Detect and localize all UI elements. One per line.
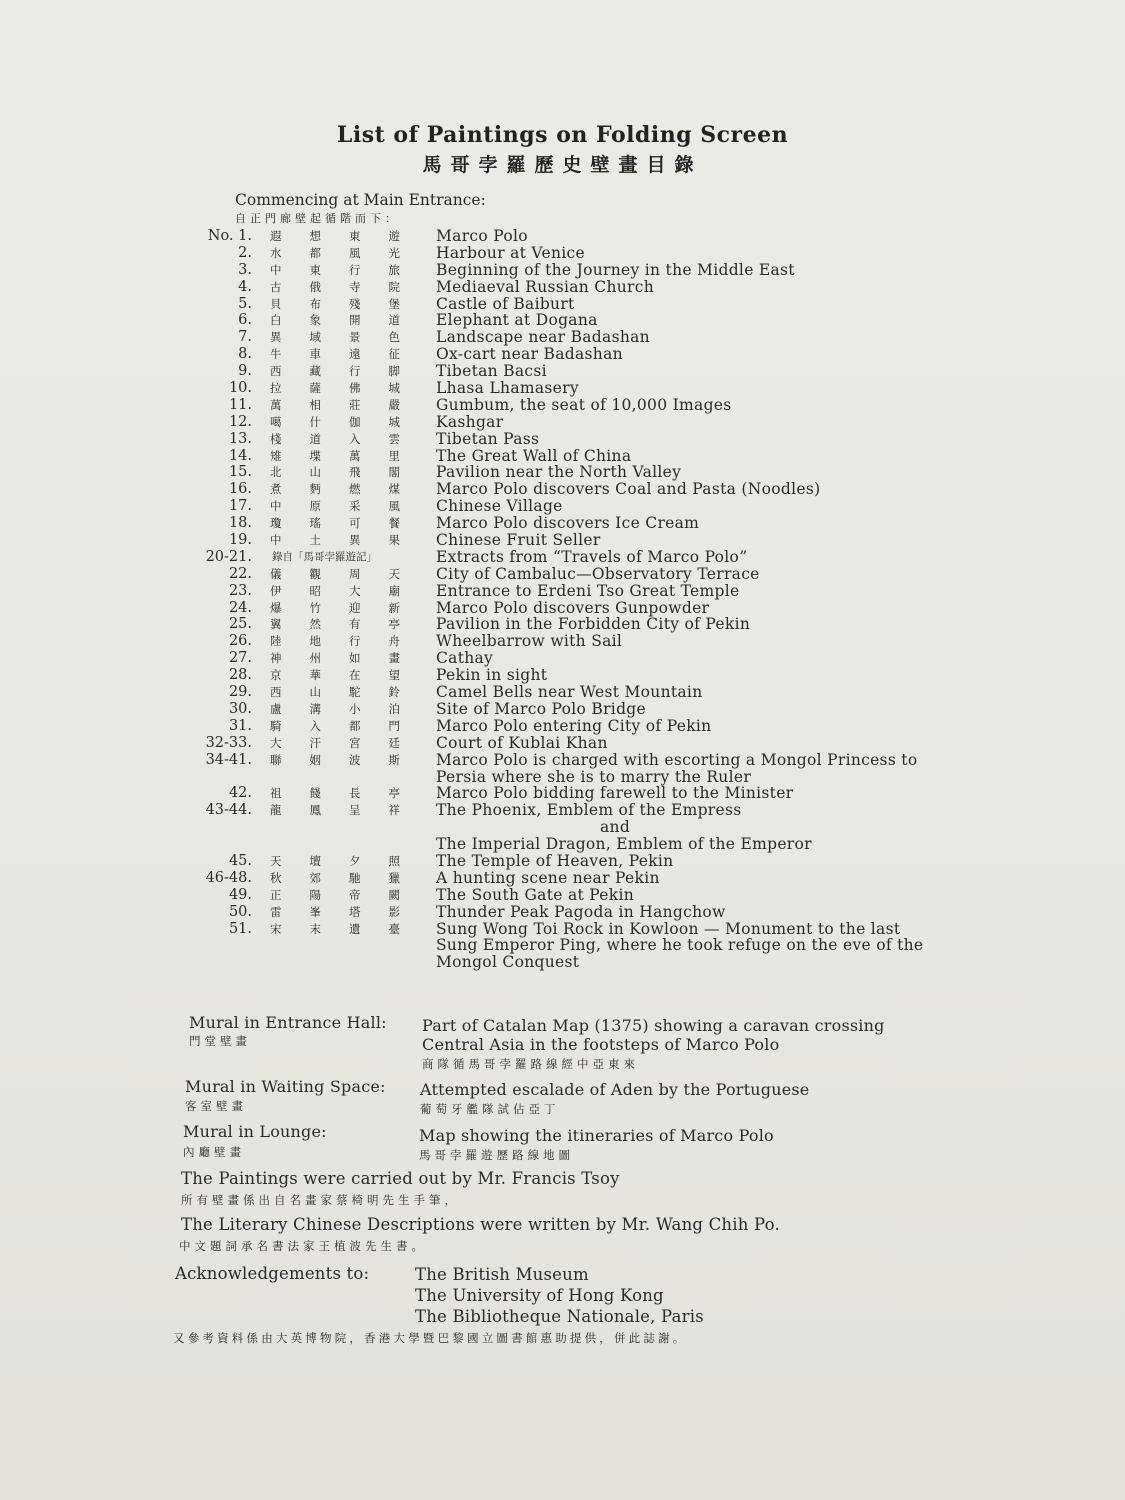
item-number: 3. — [238, 261, 252, 278]
item-description: The Temple of Heaven, Pekin — [436, 851, 674, 870]
item-chinese-title: 古俄寺院 — [270, 279, 400, 294]
list-item — [0, 904, 1125, 921]
item-number: 43-44. — [205, 802, 252, 819]
item-chinese-title: 噶什伽城 — [270, 414, 400, 429]
item-number: 13. — [228, 430, 252, 447]
ack-university-hong-kong: The University of Hong Kong — [415, 1286, 664, 1305]
item-description: Cathay — [436, 649, 494, 668]
list-item — [0, 616, 1125, 633]
item-description: Marco Polo is charged with escorting a Mongol Princess to — [436, 750, 918, 769]
item-description: Beginning of the Journey in the Middle East — [436, 260, 795, 279]
list-item — [0, 312, 1125, 329]
list-item — [0, 464, 1125, 481]
item-number: 29. — [228, 684, 252, 701]
item-description: Camel Bells near West Mountain — [436, 683, 703, 702]
item-number: 34-41. — [205, 751, 252, 768]
item-number: 22. — [228, 565, 252, 582]
list-item — [0, 549, 1125, 566]
item-number: 49. — [228, 886, 252, 903]
item-description: City of Cambaluc—Observatory Terrace — [436, 564, 760, 583]
page-title: List of Paintings on Folding Screen — [336, 122, 789, 148]
item-number: 42. — [228, 785, 252, 802]
list-item — [0, 633, 1125, 650]
item-description: Persia where she is to marry the Ruler — [436, 767, 752, 786]
list-item — [0, 515, 1125, 532]
acknowledgements-chinese: 又參考資料係由大英博物院，香港大學暨巴黎國立圖書館惠助提供，併此誌謝。 — [173, 1331, 688, 1345]
mural-entrance-desc-line1: Part of Catalan Map (1375) showing a caravan crossing — [422, 1016, 885, 1035]
item-chinese-title: 雉堞萬里 — [270, 448, 400, 463]
item-number: 5. — [238, 295, 252, 312]
item-description: Marco Polo discovers Gunpowder — [436, 598, 710, 617]
item-chinese-title: 貝布殘堡 — [270, 296, 400, 311]
item-chinese-title: 盧溝小泊 — [270, 701, 400, 716]
list-item — [0, 718, 1125, 735]
list-item — [0, 870, 1125, 887]
item-number: 28. — [228, 667, 252, 684]
list-item — [0, 921, 1125, 972]
list-item — [0, 228, 1125, 245]
list-item — [0, 363, 1125, 380]
item-number: 10. — [228, 380, 252, 397]
item-chinese-title: 爆竹迎新 — [270, 600, 400, 615]
list-item — [0, 279, 1125, 296]
list-item — [0, 329, 1125, 346]
item-description: Court of Kublai Khan — [436, 733, 608, 752]
item-number: 12. — [228, 413, 252, 430]
item-chinese-title: 西山駝鈴 — [270, 685, 400, 700]
item-chinese-title: 京華在望 — [270, 668, 400, 683]
mural-entrance-label-chinese: 門堂壁畫 — [189, 1034, 251, 1048]
item-description: Lhasa Lhamasery — [436, 379, 579, 398]
mural-waiting-desc-chinese: 葡萄牙艦隊試佔亞丁 — [420, 1102, 560, 1116]
item-number: 16. — [228, 481, 252, 498]
item-chinese-title: 水都風光 — [270, 245, 400, 260]
item-description: Tibetan Bacsi — [436, 362, 547, 381]
item-description: Marco Polo bidding farewell to the Minister — [436, 784, 794, 803]
item-number: 15. — [228, 464, 252, 481]
item-number: No. 1. — [207, 228, 252, 244]
credit-paintings: The Paintings were carried out by Mr. Francis Tsoy — [181, 1169, 620, 1188]
list-item — [0, 481, 1125, 498]
item-number: 32-33. — [205, 734, 252, 751]
ack-bibliotheque-nationale: The Bibliotheque Nationale, Paris — [415, 1307, 704, 1326]
item-number: 51. — [228, 920, 252, 937]
ack-british-museum: The British Museum — [415, 1265, 589, 1284]
list-item — [0, 667, 1125, 684]
item-chinese-title: 騎入都門 — [270, 718, 400, 733]
credit-paintings-chinese: 所有壁畫係出自名畫家蔡椅明先生手筆， — [181, 1193, 460, 1207]
item-chinese-title: 天壇夕照 — [270, 853, 400, 868]
item-number: 8. — [238, 346, 252, 363]
item-description: A hunting scene near Pekin — [436, 868, 660, 887]
list-item — [0, 684, 1125, 701]
mural-lounge-desc-chinese: 馬哥孛羅遊歷路線地圖 — [419, 1148, 574, 1162]
item-description: The Imperial Dragon, Emblem of the Emperor — [436, 835, 812, 854]
item-chinese-title: 萬相莊嚴 — [270, 397, 400, 412]
item-description: Mediaeval Russian Church — [436, 277, 654, 296]
item-chinese-title: 錄自「馬哥孛羅遊記」 — [272, 550, 377, 563]
item-chinese-title: 煮麪燃煤 — [270, 482, 400, 497]
list-item — [0, 887, 1125, 904]
item-description: Chinese Fruit Seller — [436, 531, 601, 550]
item-description: The South Gate at Pekin — [436, 885, 634, 904]
list-item — [0, 853, 1125, 870]
list-item — [0, 262, 1125, 279]
item-chinese-title: 儀觀周天 — [270, 566, 400, 581]
item-description: Extracts from “Travels of Marco Polo” — [436, 547, 748, 566]
item-chinese-title: 棧道入雲 — [270, 431, 400, 446]
item-chinese-title: 雷峯塔影 — [270, 904, 400, 919]
item-description: Harbour at Venice — [436, 243, 585, 262]
item-number: 6. — [238, 312, 252, 329]
mural-waiting-label: Mural in Waiting Space: — [185, 1077, 386, 1096]
item-chinese-title: 遐想東遊 — [270, 229, 400, 243]
mural-entrance-desc-line2: Central Asia in the footsteps of Marco Polo — [422, 1035, 780, 1054]
item-description: and — [600, 818, 631, 837]
item-number: 23. — [228, 582, 252, 599]
intro-text: Commencing at Main Entrance: — [235, 191, 486, 209]
item-chinese-title: 中原采風 — [270, 499, 400, 514]
item-number: 11. — [228, 396, 252, 413]
list-item — [0, 414, 1125, 431]
credit-literary-chinese: 中文題詞承名書法家王植波先生書。 — [179, 1239, 427, 1253]
item-description: Castle of Baiburt — [436, 294, 575, 313]
mural-entrance-label: Mural in Entrance Hall: — [189, 1013, 387, 1032]
item-chinese-title: 西藏行脚 — [270, 364, 400, 379]
item-description: Gumbum, the seat of 10,000 Images — [436, 395, 732, 414]
item-chinese-title: 祖餞長亭 — [270, 786, 400, 801]
item-chinese-title: 拉薩佛城 — [270, 381, 400, 396]
item-number: 25. — [228, 616, 252, 633]
item-description: Marco Polo — [436, 227, 528, 245]
list-item — [0, 431, 1125, 448]
mural-lounge-label: Mural in Lounge: — [183, 1122, 327, 1141]
mural-entrance-desc-chinese: 商隊循馬哥孛羅路線經中亞東來 — [422, 1057, 639, 1071]
item-description: Marco Polo discovers Coal and Pasta (Noodles) — [436, 480, 821, 499]
item-description: Marco Polo entering City of Pekin — [436, 716, 712, 735]
item-description: Entrance to Erdeni Tso Great Temple — [436, 581, 740, 600]
list-item — [0, 735, 1125, 752]
item-chinese-title: 秋郊馳獵 — [270, 870, 400, 885]
item-description: The Great Wall of China — [436, 446, 632, 465]
item-number: 9. — [238, 363, 252, 380]
item-chinese-title: 白象開道 — [270, 313, 400, 328]
list-item — [0, 785, 1125, 802]
item-number: 24. — [228, 599, 252, 616]
mural-waiting-label-chinese: 客室壁畫 — [185, 1099, 247, 1113]
list-item — [0, 448, 1125, 465]
item-number: 19. — [228, 532, 252, 549]
paintings-list — [0, 228, 1125, 971]
list-item — [0, 583, 1125, 600]
mural-lounge-label-chinese: 內廳壁畫 — [183, 1145, 245, 1159]
item-description: Mongol Conquest — [436, 953, 580, 972]
item-number: 26. — [228, 633, 252, 650]
list-item — [0, 346, 1125, 363]
item-description: The Phoenix, Emblem of the Empress — [436, 801, 742, 820]
intro-text-chinese: 自正門廊壁起循階而下： — [235, 212, 400, 225]
item-chinese-title: 中土異果 — [270, 533, 400, 548]
list-item — [0, 600, 1125, 617]
list-item — [0, 802, 1125, 853]
item-description: Thunder Peak Pagoda in Hangchow — [436, 902, 726, 921]
item-description: Ox-cart near Badashan — [436, 345, 623, 364]
page-title-chinese: 馬哥孛羅歷史壁畫目錄 — [422, 154, 703, 176]
item-chinese-title: 伊昭大廟 — [270, 583, 400, 598]
item-number: 46-48. — [205, 869, 252, 886]
item-number: 4. — [238, 278, 252, 295]
item-chinese-title: 異域景色 — [270, 330, 400, 345]
item-description: Sung Wong Toi Rock in Kowloon — Monument to the last — [436, 919, 901, 938]
list-item — [0, 752, 1125, 786]
item-number: 20-21. — [205, 548, 252, 565]
item-description: Sung Emperor Ping, where he took refuge on the eve of the — [436, 936, 924, 955]
acknowledgements-label: Acknowledgements to: — [175, 1264, 370, 1283]
item-description: Chinese Village — [436, 497, 563, 516]
item-description: Pekin in sight — [436, 666, 548, 685]
list-item — [0, 296, 1125, 313]
item-number: 7. — [238, 329, 252, 346]
credit-literary: The Literary Chinese Descriptions were written by Mr. Wang Chih Po. — [181, 1215, 780, 1234]
item-chinese-title: 大汗宮廷 — [270, 735, 400, 750]
mural-lounge-desc: Map showing the itineraries of Marco Polo — [419, 1126, 774, 1145]
item-chinese-title: 神州如畫 — [270, 651, 400, 666]
item-description: Elephant at Dogana — [436, 311, 598, 330]
item-chinese-title: 翼然有亭 — [270, 617, 400, 632]
item-description: Marco Polo discovers Ice Cream — [436, 514, 700, 533]
item-number: 50. — [228, 903, 252, 920]
list-item — [0, 245, 1125, 262]
item-description: Landscape near Badashan — [436, 328, 650, 347]
item-description: Tibetan Pass — [436, 429, 540, 448]
item-description: Site of Marco Polo Bridge — [436, 699, 646, 718]
item-number: 31. — [228, 717, 252, 734]
item-description: Pavilion in the Forbidden City of Pekin — [436, 615, 751, 634]
item-description: Wheelbarrow with Sail — [436, 632, 623, 651]
item-number: 14. — [228, 447, 252, 464]
list-item — [0, 701, 1125, 718]
list-item — [0, 397, 1125, 414]
list-item — [0, 650, 1125, 667]
item-number: 2. — [238, 244, 252, 261]
list-item — [0, 566, 1125, 583]
item-chinese-title: 中東行旅 — [270, 262, 400, 277]
item-chinese-title: 北山飛閣 — [270, 465, 400, 480]
item-chinese-title: 宋末遺臺 — [270, 921, 400, 936]
item-chinese-title: 正陽帝闕 — [270, 887, 400, 902]
item-description: Kashgar — [436, 412, 504, 431]
item-description: Pavilion near the North Valley — [436, 463, 682, 482]
item-chinese-title: 牛車遠征 — [270, 347, 400, 362]
item-chinese-title: 陸地行舟 — [270, 634, 400, 649]
item-number: 45. — [228, 852, 252, 869]
item-number: 17. — [228, 498, 252, 515]
mural-waiting-desc: Attempted escalade of Aden by the Portuguese — [420, 1080, 810, 1099]
item-chinese-title: 聯姻波斯 — [270, 752, 400, 767]
item-number: 18. — [228, 515, 252, 532]
item-chinese-title: 瓊瑤可餐 — [270, 516, 400, 531]
item-number: 27. — [228, 650, 252, 667]
item-chinese-title: 龍鳳呈祥 — [270, 803, 400, 818]
item-number: 30. — [228, 700, 252, 717]
list-item — [0, 380, 1125, 397]
list-item — [0, 498, 1125, 515]
list-item — [0, 532, 1125, 549]
